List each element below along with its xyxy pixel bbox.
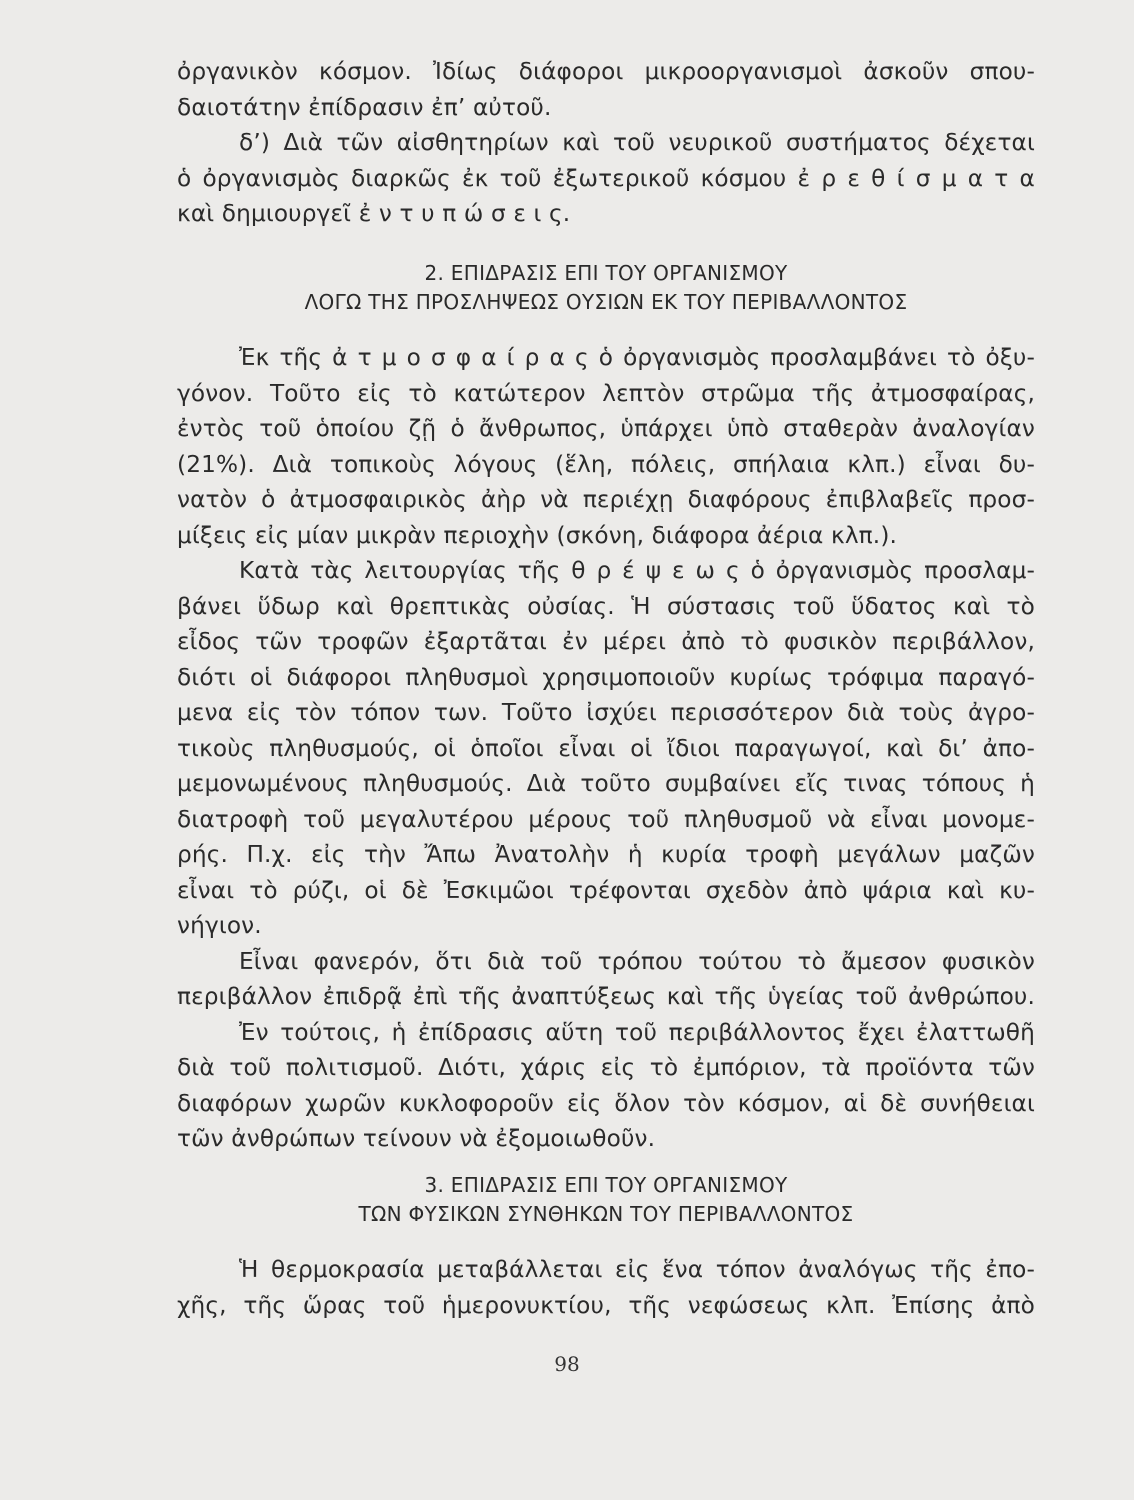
text-line: Κατὰ τὰς λειτουργίας τῆς θ ρ έ ψ ε ω ς ὁ ὀργανισμὸς προσλαμ- — [239, 557, 1035, 584]
text-line: μεμονωμένους πληθυσμούς. Διὰ τοῦτο συμβαίνει εἴς τινας τόπους ἡ — [177, 770, 1035, 797]
section-heading-3 — [177, 1171, 1035, 1229]
text-line: διαφόρων χωρῶν κυκλοφοροῦν εἰς ὅλον τὸν κόσμον, αἱ δὲ συνήθειαι — [177, 1089, 1035, 1117]
text-line: δαιοτάτην ἐπίδρασιν ἐπ’ αὐτοῦ. — [177, 93, 552, 121]
text-line: εἶναι τὸ ρύζι, οἱ δὲ Ἐσκιμῶοι τρέφονται σχεδὸν ἀπὸ ψάρια καὶ κυ- — [177, 876, 1035, 904]
text-line: βάνει ὕδωρ καὶ θρεπτικὰς οὐσίας. Ἡ σύστασις τοῦ ὕδατος καὶ τὸ — [177, 592, 1035, 620]
text-line: ὁ ὀργανισμὸς διαρκῶς ἐκ τοῦ ἐξωτερικοῦ κόσμου ἐ ρ ε θ ί σ μ α τ α — [177, 164, 1035, 192]
text-line: τικοὺς πληθυσμούς, οἱ ὁποῖοι εἶναι οἱ ἴδιοι παραγωγοί, καὶ δι’ ἀπο- — [177, 734, 1035, 762]
text-line: ρής. Π.χ. εἰς τὴν Ἄπω Ἀνατολὴν ἡ κυρία τροφὴ μεγάλων μαζῶν — [177, 841, 1035, 868]
text-line: διότι οἱ διάφοροι πληθυσμοὶ χρησιμοποιοῦν κυρίως τρόφιμα παραγό- — [177, 663, 1035, 691]
text-line: Ἐκ τῆς ἀ τ μ ο σ φ α ί ρ α ς ὁ ὀργανισμὸς προσλαμβάνει τὸ ὀξυ- — [239, 344, 1035, 371]
text-line: χῆς, τῆς ὥρας τοῦ ἡμερονυκτίου, τῆς νεφώσεως κλπ. Ἐπίσης ἀπὸ — [177, 1291, 1035, 1319]
heading-line: ΤΩΝ ΦΥΣΙΚΩΝ ΣΥΝΘΗΚΩΝ ΤΟΥ ΠΕΡΙΒΑΛΛΟΝΤΟΣ — [358, 1202, 854, 1226]
page-number: 98 — [554, 1352, 580, 1376]
text-line: Εἶναι φανερόν, ὅτι διὰ τοῦ τρόπου τούτου τὸ ἄμεσον φυσικὸν — [239, 947, 1035, 975]
text-line: μίξεις εἰς μίαν μικρὰν περιοχὴν (σκόνη, διάφορα ἀέρια κλπ.). — [177, 521, 898, 549]
section-heading-2 — [177, 259, 1035, 317]
text-line: εἶδος τῶν τροφῶν ἐξαρτᾶται ἐν μέρει ἀπὸ τὸ φυσικὸν περιβάλλον, — [177, 628, 1035, 655]
heading-line: 2. ΕΠΙΔΡΑΣΙΣ ΕΠΙ ΤΟΥ ΟΡΓΑΝΙΣΜΟΥ — [424, 261, 788, 285]
text-line: διατροφὴ τοῦ μεγαλυτέρου μέρους τοῦ πληθυσμοῦ νὰ εἶναι μονομε- — [177, 805, 1035, 833]
text-line: νήγιον. — [177, 912, 262, 939]
paragraph-block-1 — [177, 54, 1035, 232]
text-line: διὰ τοῦ πολιτισμοῦ. Διότι, χάρις εἰς τὸ ἐμπόριον, τὰ προϊόντα τῶν — [177, 1054, 1035, 1081]
text-line: νατὸν ὁ ἀτμοσφαιρικὸς ἀὴρ νὰ περιέχῃ διαφόρους ἐπιβλαβεῖς προσ- — [177, 486, 1035, 513]
text-line: γόνον. Τοῦτο εἰς τὸ κατώτερον λεπτὸν στρῶμα τῆς ἀτμοσφαίρας, — [177, 379, 1035, 407]
text-line: τῶν ἀνθρώπων τείνουν νὰ ἐξομοιωθοῦν. — [177, 1125, 656, 1152]
paragraph-block-3 — [177, 1252, 1035, 1323]
heading-line: 3. ΕΠΙΔΡΑΣΙΣ ΕΠΙ ΤΟΥ ΟΡΓΑΝΙΣΜΟΥ — [424, 1173, 788, 1197]
text-line: δ’) Διὰ τῶν αἰσθητηρίων καὶ τοῦ νευρικοῦ συστήματος δέχεται — [239, 129, 1035, 156]
text-line: (21%). Διὰ τοπικοὺς λόγους (ἕλη, πόλεις, σπήλαια κλπ.) εἶναι δυ- — [177, 450, 1035, 478]
text-line: ἐντὸς τοῦ ὁποίου ζῇ ὁ ἄνθρωπος, ὑπάρχει ὑπὸ σταθερὰν ἀναλογίαν — [177, 415, 1035, 442]
text-line: καὶ δημιουργεῖ ἐ ν τ υ π ώ σ ε ι ς. — [177, 200, 571, 227]
text-line: μενα εἰς τὸν τόπον των. Τοῦτο ἰσχύει περισσότερον διὰ τοὺς ἀγρο- — [177, 699, 1035, 726]
text-line: ὀργανικὸν κόσμον. Ἰδίως διάφοροι μικροοργανισμοὶ ἀσκοῦν σπου- — [177, 58, 1035, 85]
heading-line: ΛΟΓΩ ΤΗΣ ΠΡΟΣΛΗΨΕΩΣ ΟΥΣΙΩΝ ΕΚ ΤΟΥ ΠΕΡΙΒΑΛΛΟΝΤΟΣ — [304, 290, 908, 314]
text-line: Ἡ θερμοκρασία μεταβάλλεται εἰς ἕνα τόπον ἀναλόγως τῆς ἐπο- — [239, 1256, 1035, 1283]
paragraph-block-2 — [177, 340, 1035, 1157]
text-line: Ἐν τούτοις, ἡ ἐπίδρασις αὕτη τοῦ περιβάλλοντος ἔχει ἐλαττωθῆ — [239, 1018, 1035, 1046]
text-line: περιβάλλον ἐπιδρᾷ ἐπὶ τῆς ἀναπτύξεως καὶ τῆς ὑγείας τοῦ ἀνθρώπου. — [177, 983, 1035, 1010]
